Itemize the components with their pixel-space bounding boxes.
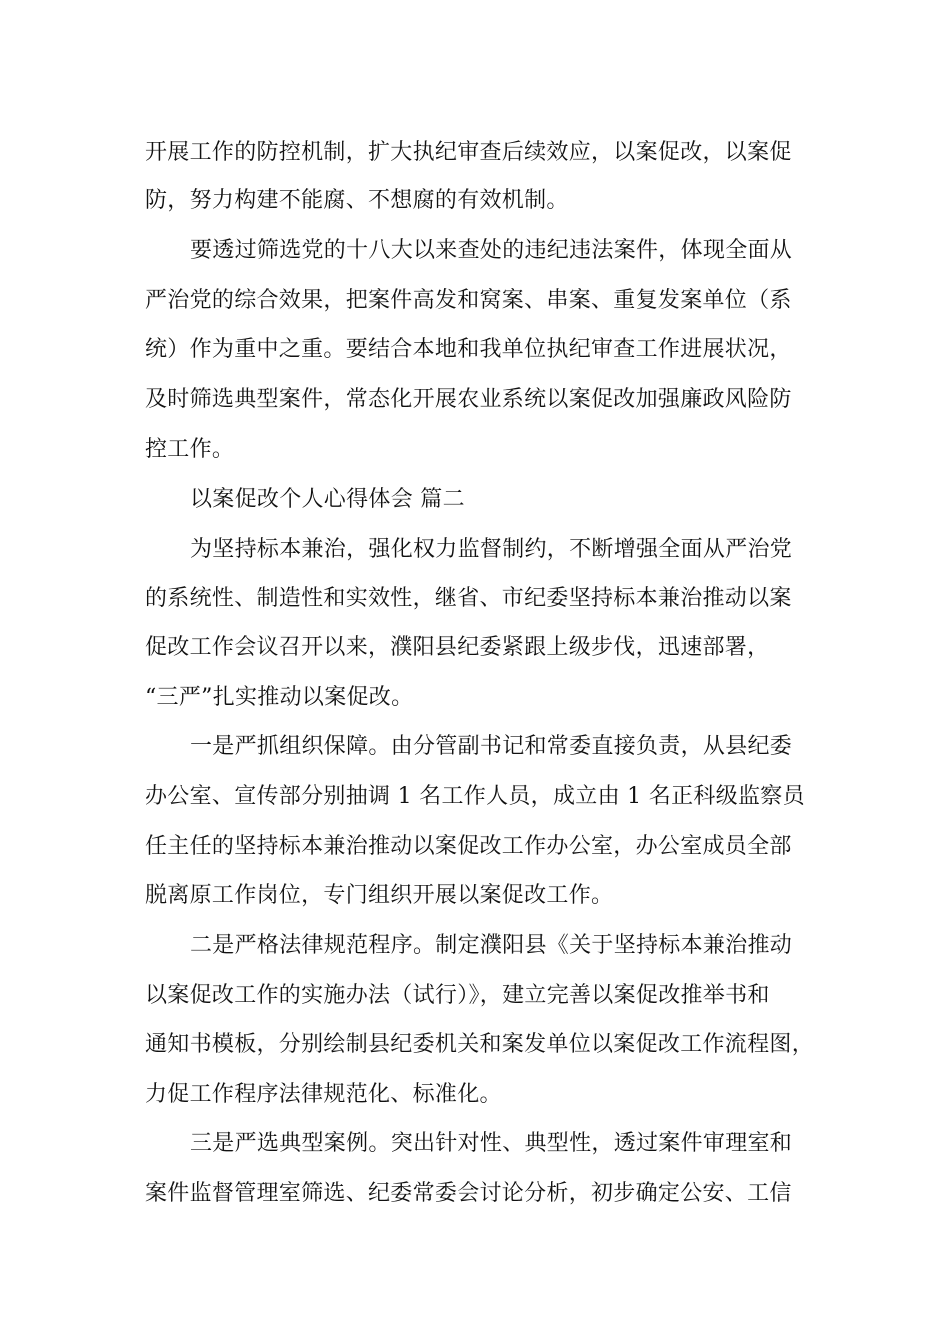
text-line: 的系统性、制造性和实效性，继省、市纪委坚持标本兼治推动以案 (145, 586, 792, 611)
text-line: 严治党的综合效果，把案件高发和窝案、串案、重复发案单位（系 (145, 288, 792, 313)
text-line: 及时筛选典型案件，常态化开展农业系统以案促改加强廉政风险防 (145, 387, 792, 412)
text-line: 统）作为重中之重。要结合本地和我单位执纪审查工作进展状况， (145, 337, 792, 362)
text-line: 为坚持标本兼治，强化权力监督制约，不断增强全面从严治党 (190, 537, 793, 562)
text-line: 任主任的坚持标本兼治推动以案促改工作办公室，办公室成员全部 (145, 834, 792, 859)
text-line: 三是严选典型案例。突出针对性、典型性，透过案件审理室和 (190, 1131, 793, 1156)
section-heading: 以案促改个人心得体会 篇二 (190, 487, 465, 512)
text-line: 要透过筛选党的十八大以来查处的违纪违法案件，体现全面从 (190, 238, 793, 263)
text-line: 二是严格法律规范程序。制定濮阳县《关于坚持标本兼治推动 (190, 933, 793, 958)
text-line: “三严”扎实推动以案促改。 (145, 685, 414, 710)
text-line: 促改工作会议召开以来，濮阳县纪委紧跟上级步伐，迅速部署， (145, 635, 770, 660)
text-line: 以案促改工作的实施办法（试行）》，建立完善以案促改推举书和 (145, 983, 770, 1008)
text-line: 控工作。 (145, 437, 235, 462)
text-line: 通知书模板，分别绘制县纪委机关和案发单位以案促改工作流程图， (145, 1032, 815, 1057)
text-line: 一是严抓组织保障。由分管副书记和常委直接负责，从县纪委 (190, 734, 793, 759)
text-line: 开展工作的防控机制，扩大执纪审查后续效应，以案促改，以案促 (145, 140, 792, 165)
text-line: 防，努力构建不能腐、不想腐的有效机制。 (145, 188, 569, 213)
text-line: 力促工作程序法律规范化、标准化。 (145, 1082, 502, 1107)
text-line: 案件监督管理室筛选、纪委常委会讨论分析，初步确定公安、工信 (145, 1181, 792, 1206)
text-line: 脱离原工作岗位，专门组织开展以案促改工作。 (145, 883, 614, 908)
text-line: 办公室、宣传部分别抽调 1 名工作人员，成立由 1 名正科级监察员 (145, 784, 805, 809)
